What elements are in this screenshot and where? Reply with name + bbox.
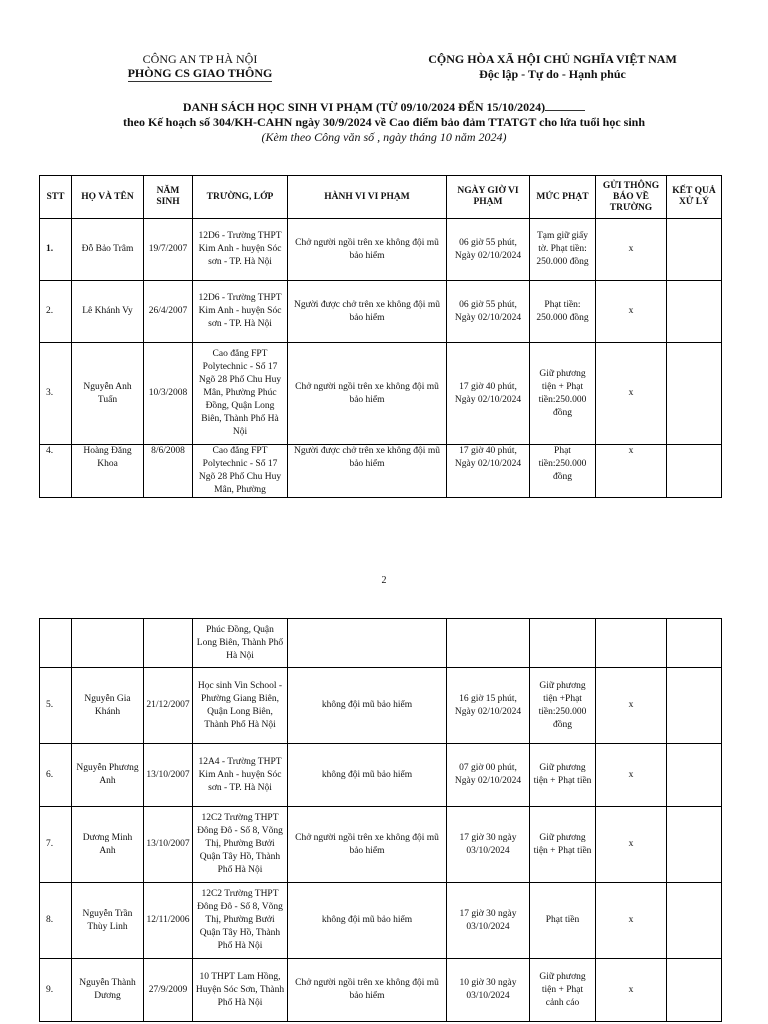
cell-dob: 21/12/2007 xyxy=(144,668,193,744)
cell-dob: 13/10/2007 xyxy=(144,744,193,807)
cell-penalty: Giữ phương tiện +Phạt tiền:250.000 đồng xyxy=(530,668,596,744)
cell-notice: x xyxy=(596,744,667,807)
page-number: 2 xyxy=(381,575,387,586)
cell-notice xyxy=(596,619,667,668)
cell-time: 17 giờ 30 ngày 03/10/2024 xyxy=(447,883,530,959)
cell-stt: 9. xyxy=(40,959,72,1022)
cell-notice: x xyxy=(596,445,667,498)
column-header: KẾT QUẢ XỬ LÝ xyxy=(667,176,722,219)
cell-notice: x xyxy=(596,219,667,281)
cell-penalty: Tạm giữ giấy tờ. Phạt tiền: 250.000 đồng xyxy=(530,219,596,281)
document-title-block xyxy=(40,100,728,145)
table-row xyxy=(40,883,722,959)
table-header-row xyxy=(40,176,722,219)
cell-notice: x xyxy=(596,281,667,343)
cell-stt: 5. xyxy=(40,668,72,744)
cell-school: Cao đẳng FPT Polytechnic - Số 17 Ngõ 28 Phố Chu Huy Mân, Phường xyxy=(193,445,288,498)
cell-violation: Người được chở trên xe không đội mũ bảo hiểm xyxy=(288,281,447,343)
cell-penalty: Giữ phương tiện + Phạt tiền:250.000 đồng xyxy=(530,343,596,445)
cell-dob: 8/6/2008 xyxy=(144,445,193,498)
cell-result xyxy=(667,219,722,281)
cell-school: 12C2 Trường THPT Đông Đô - Số 8, Võng Thị, Phường Bưởi Quận Tây Hồ, Thành Phố Hà Nội xyxy=(193,883,288,959)
cell-dob: 26/4/2007 xyxy=(144,281,193,343)
document-subtitle: theo Kế hoạch số 304/KH-CAHN ngày 30/9/2024 về Cao điểm bảo đảm TTATGT cho lứa tuổi học sinh xyxy=(122,115,646,129)
cell-name: Hoàng Đăng Khoa xyxy=(72,445,144,498)
cell-time xyxy=(447,619,530,668)
cell-stt: 8. xyxy=(40,883,72,959)
cell-school: 12C2 Trường THPT Đông Đô - Số 8, Võng Thị, Phường Bưởi Quận Tây Hồ, Thành Phố Hà Nội xyxy=(193,807,288,883)
cell-dob xyxy=(144,619,193,668)
cell-name: Nguyễn Phương Anh xyxy=(72,744,144,807)
cell-stt: 7. xyxy=(40,807,72,883)
cell-notice: x xyxy=(596,343,667,445)
cell-stt: 4. xyxy=(40,445,72,498)
cell-school: Phúc Đồng, Quận Long Biên, Thành Phố Hà Nội xyxy=(193,619,288,668)
cell-time: 10 giờ 30 ngày 03/10/2024 xyxy=(447,959,530,1022)
cell-result xyxy=(667,343,722,445)
cell-result xyxy=(667,959,722,1022)
table-row xyxy=(40,619,722,668)
column-header: HÀNH VI VI PHẠM xyxy=(288,176,447,219)
cell-school: 12D6 - Trường THPT Kim Anh - huyện Sóc sơn - TP. Hà Nội xyxy=(193,281,288,343)
cell-result xyxy=(667,668,722,744)
table-row xyxy=(40,219,722,281)
table-row xyxy=(40,744,722,807)
cell-name xyxy=(72,619,144,668)
cell-school: 10 THPT Lam Hồng, Huyện Sóc Sơn, Thành Phố Hà Nội xyxy=(193,959,288,1022)
cell-penalty: Phạt tiền xyxy=(530,883,596,959)
cell-violation: Chở người ngồi trên xe không đội mũ bảo hiểm xyxy=(288,219,447,281)
column-header: MỨC PHẠT xyxy=(530,176,596,219)
national-motto: Độc lập - Tự do - Hạnh phúc xyxy=(479,67,626,81)
cell-dob: 13/10/2007 xyxy=(144,807,193,883)
table-row xyxy=(40,807,722,883)
cell-notice: x xyxy=(596,807,667,883)
cell-notice: x xyxy=(596,959,667,1022)
cell-violation: Người được chở trên xe không đội mũ bảo hiểm xyxy=(288,445,447,498)
cell-school: Học sinh Vin School - Phường Giang Biên, Quận Long Biên, Thành Phố Hà Nội xyxy=(193,668,288,744)
table-row xyxy=(40,343,722,445)
table-row xyxy=(40,281,722,343)
cell-name: Đỗ Bảo Trâm xyxy=(72,219,144,281)
cell-violation: không đội mũ bảo hiểm xyxy=(288,883,447,959)
cell-result xyxy=(667,281,722,343)
cell-violation xyxy=(288,619,447,668)
department-name: PHÒNG CS GIAO THÔNG xyxy=(127,66,273,80)
cell-time: 16 giờ 15 phút, Ngày 02/10/2024 xyxy=(447,668,530,744)
table-row xyxy=(40,445,722,498)
cell-result xyxy=(667,619,722,668)
cell-penalty: Phạt tiền: 250.000 đồng xyxy=(530,281,596,343)
column-header: STT xyxy=(40,176,72,219)
cell-name: Nguyễn Trần Thùy Linh xyxy=(72,883,144,959)
violations-table-page1 xyxy=(39,175,722,498)
cell-violation: không đội mũ bảo hiểm xyxy=(288,744,447,807)
cell-notice: x xyxy=(596,883,667,959)
column-header: NĂM SINH xyxy=(144,176,193,219)
cell-name: Lê Khánh Vy xyxy=(72,281,144,343)
national-header xyxy=(420,52,685,82)
cell-time: 17 giờ 40 phút, Ngày 02/10/2024 xyxy=(447,343,530,445)
document-title: DANH SÁCH HỌC SINH VI PHẠM (TỪ 09/10/2024 ĐẾN 15/10/2024) xyxy=(40,100,728,115)
cell-name: Nguyễn Anh Tuấn xyxy=(72,343,144,445)
cell-violation: Chở người ngồi trên xe không đội mũ bảo hiểm xyxy=(288,343,447,445)
cell-penalty: Phạt tiền:250.000 đồng xyxy=(530,445,596,498)
column-header: HỌ VÀ TÊN xyxy=(72,176,144,219)
column-header: GỬI THÔNG BÁO VỀ TRƯỜNG xyxy=(596,176,667,219)
cell-time: 07 giờ 00 phút, Ngày 02/10/2024 xyxy=(447,744,530,807)
cell-dob: 27/9/2009 xyxy=(144,959,193,1022)
cell-time: 17 giờ 40 phút, Ngày 02/10/2024 xyxy=(447,445,530,498)
cell-stt: 6. xyxy=(40,744,72,807)
document-reference: (Kèm theo Công văn số , ngày tháng 10 năm 2024) xyxy=(261,130,507,144)
cell-penalty: Giữ phương tiện + Phạt tiền xyxy=(530,744,596,807)
cell-violation: Chở người ngồi trên xe không đội mũ bảo hiểm xyxy=(288,959,447,1022)
cell-stt: 3. xyxy=(40,343,72,445)
cell-notice: x xyxy=(596,668,667,744)
cell-dob: 12/11/2006 xyxy=(144,883,193,959)
cell-time: 17 giờ 30 ngày 03/10/2024 xyxy=(447,807,530,883)
cell-school: 12D6 - Trường THPT Kim Anh - huyện Sóc sơn - TP. Hà Nội xyxy=(193,219,288,281)
agency-name: CÔNG AN TP HÀ NỘI xyxy=(142,52,258,66)
cell-time: 06 giờ 55 phút, Ngày 02/10/2024 xyxy=(447,281,530,343)
cell-name: Dương Minh Anh xyxy=(72,807,144,883)
cell-school: 12A4 - Trường THPT Kim Anh - huyện Sóc sơn - TP. Hà Nội xyxy=(193,744,288,807)
cell-dob: 19/7/2007 xyxy=(144,219,193,281)
cell-violation: không đội mũ bảo hiểm xyxy=(288,668,447,744)
column-header: NGÀY GIỜ VI PHẠM xyxy=(447,176,530,219)
cell-penalty xyxy=(530,619,596,668)
cell-stt: 1. xyxy=(40,219,72,281)
cell-penalty: Giữ phương tiện + Phạt cảnh cáo xyxy=(530,959,596,1022)
cell-result xyxy=(667,744,722,807)
national-title: CỘNG HÒA XÃ HỘI CHỦ NGHĨA VIỆT NAM xyxy=(428,52,677,66)
column-header: TRƯỜNG, LỚP xyxy=(193,176,288,219)
cell-stt: 2. xyxy=(40,281,72,343)
table-row xyxy=(40,959,722,1022)
cell-time: 06 giờ 55 phút, Ngày 02/10/2024 xyxy=(447,219,530,281)
cell-name: Nguyễn Gia Khánh xyxy=(72,668,144,744)
cell-result xyxy=(667,445,722,498)
cell-result xyxy=(667,883,722,959)
cell-result xyxy=(667,807,722,883)
agency-header xyxy=(110,52,290,82)
cell-school: Cao đẳng FPT Polytechnic - Số 17 Ngõ 28 Phố Chu Huy Mân, Phường Phúc Đồng, Quận Long Biên, Thành Phố Hà Nội xyxy=(193,343,288,445)
violations-table-page2 xyxy=(39,618,722,1022)
cell-dob: 10/3/2008 xyxy=(144,343,193,445)
cell-stt xyxy=(40,619,72,668)
cell-name: Nguyễn Thành Dương xyxy=(72,959,144,1022)
cell-penalty: Giữ phương tiện + Phạt tiền xyxy=(530,807,596,883)
cell-violation: Chở người ngồi trên xe không đội mũ bảo hiểm xyxy=(288,807,447,883)
table-row xyxy=(40,668,722,744)
